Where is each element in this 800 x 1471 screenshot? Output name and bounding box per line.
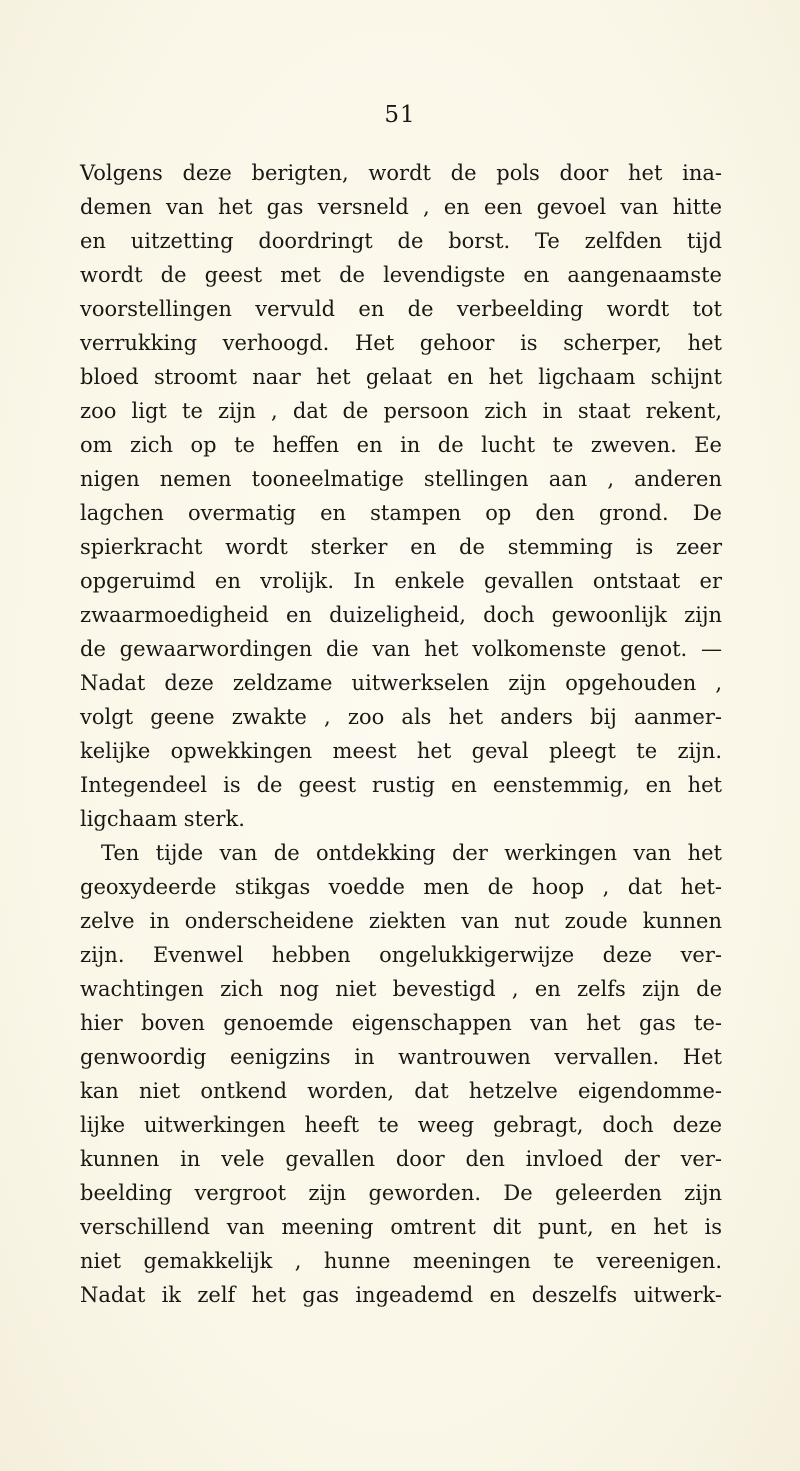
text-line: kunnen in vele gevallen door den invloed der ver- <box>80 1147 722 1171</box>
text-line: zelve in onderscheidene ziekten van nut zoude kunnen <box>80 909 722 933</box>
text-line: voorstellingen vervuld en de verbeelding wordt tot <box>80 297 722 321</box>
text-line: de gewaarwordingen die van het volkomenste genot. — <box>80 637 722 661</box>
text-line: Ten tijde van de ontdekking der werkingen van het <box>101 841 722 865</box>
text-line: wachtingen zich nog niet bevestigd , en zelfs zijn de <box>80 977 722 1001</box>
text-line: niet gemakkelijk , hunne meeningen te vereenigen. <box>80 1249 722 1273</box>
text-line: zoo ligt te zijn , dat de persoon zich in staat rekent, <box>80 399 722 423</box>
text-line: geoxydeerde stikgas voedde men de hoop , dat het- <box>80 875 722 899</box>
text-line: verrukking verhoogd. Het gehoor is scherper, het <box>80 331 722 355</box>
page-number: 51 <box>384 102 416 128</box>
text-line: genwoordig eenigzins in wantrouwen vervallen. Het <box>80 1045 722 1069</box>
text-line: opgeruimd en vrolijk. In enkele gevallen ontstaat er <box>80 569 722 593</box>
text-line: en uitzetting doordringt de borst. Te zelfden tijd <box>80 229 722 253</box>
text-line: wordt de geest met de levendigste en aangenaamste <box>80 263 722 287</box>
text-line: om zich op te heffen en in de lucht te zweven. Ee <box>80 433 722 457</box>
text-line: ligchaam sterk. <box>80 807 245 831</box>
text-line: nigen nemen tooneelmatige stellingen aan , anderen <box>80 467 722 491</box>
text-line: demen van het gas versneld , en een gevoel van hitte <box>80 195 722 219</box>
text-line: zwaarmoedigheid en duizeligheid, doch gewoonlijk zijn <box>80 603 722 627</box>
text-line: Volgens deze berigten, wordt de pols door het ina- <box>80 161 722 185</box>
text-line: Integendeel is de geest rustig en eenstemmig, en het <box>80 773 722 797</box>
text-line: bloed stroomt naar het gelaat en het ligchaam schijnt <box>80 365 722 389</box>
text-line: spierkracht wordt sterker en de stemming is zeer <box>80 535 722 559</box>
text-line: beelding vergroot zijn geworden. De geleerden zijn <box>80 1181 722 1205</box>
text-line: zijn. Evenwel hebben ongelukkigerwijze deze ver- <box>80 943 722 967</box>
text-line: lagchen overmatig en stampen op den grond. De <box>80 501 722 525</box>
body-text <box>80 156 722 1312</box>
text-line: Nadat deze zeldzame uitwerkselen zijn opgehouden , <box>80 671 722 695</box>
text-line: lijke uitwerkingen heeft te weeg gebragt, doch deze <box>80 1113 722 1137</box>
text-line: volgt geene zwakte , zoo als het anders bij aanmer- <box>80 705 722 729</box>
text-line: Nadat ik zelf het gas ingeademd en deszelfs uitwerk- <box>80 1283 722 1307</box>
text-line: kelijke opwekkingen meest het geval pleegt te zijn. <box>80 739 722 763</box>
text-line: hier boven genoemde eigenschappen van het gas te- <box>80 1011 722 1035</box>
text-line: kan niet ontkend worden, dat hetzelve eigendomme- <box>80 1079 722 1103</box>
text-line: verschillend van meening omtrent dit punt, en het is <box>80 1215 722 1239</box>
